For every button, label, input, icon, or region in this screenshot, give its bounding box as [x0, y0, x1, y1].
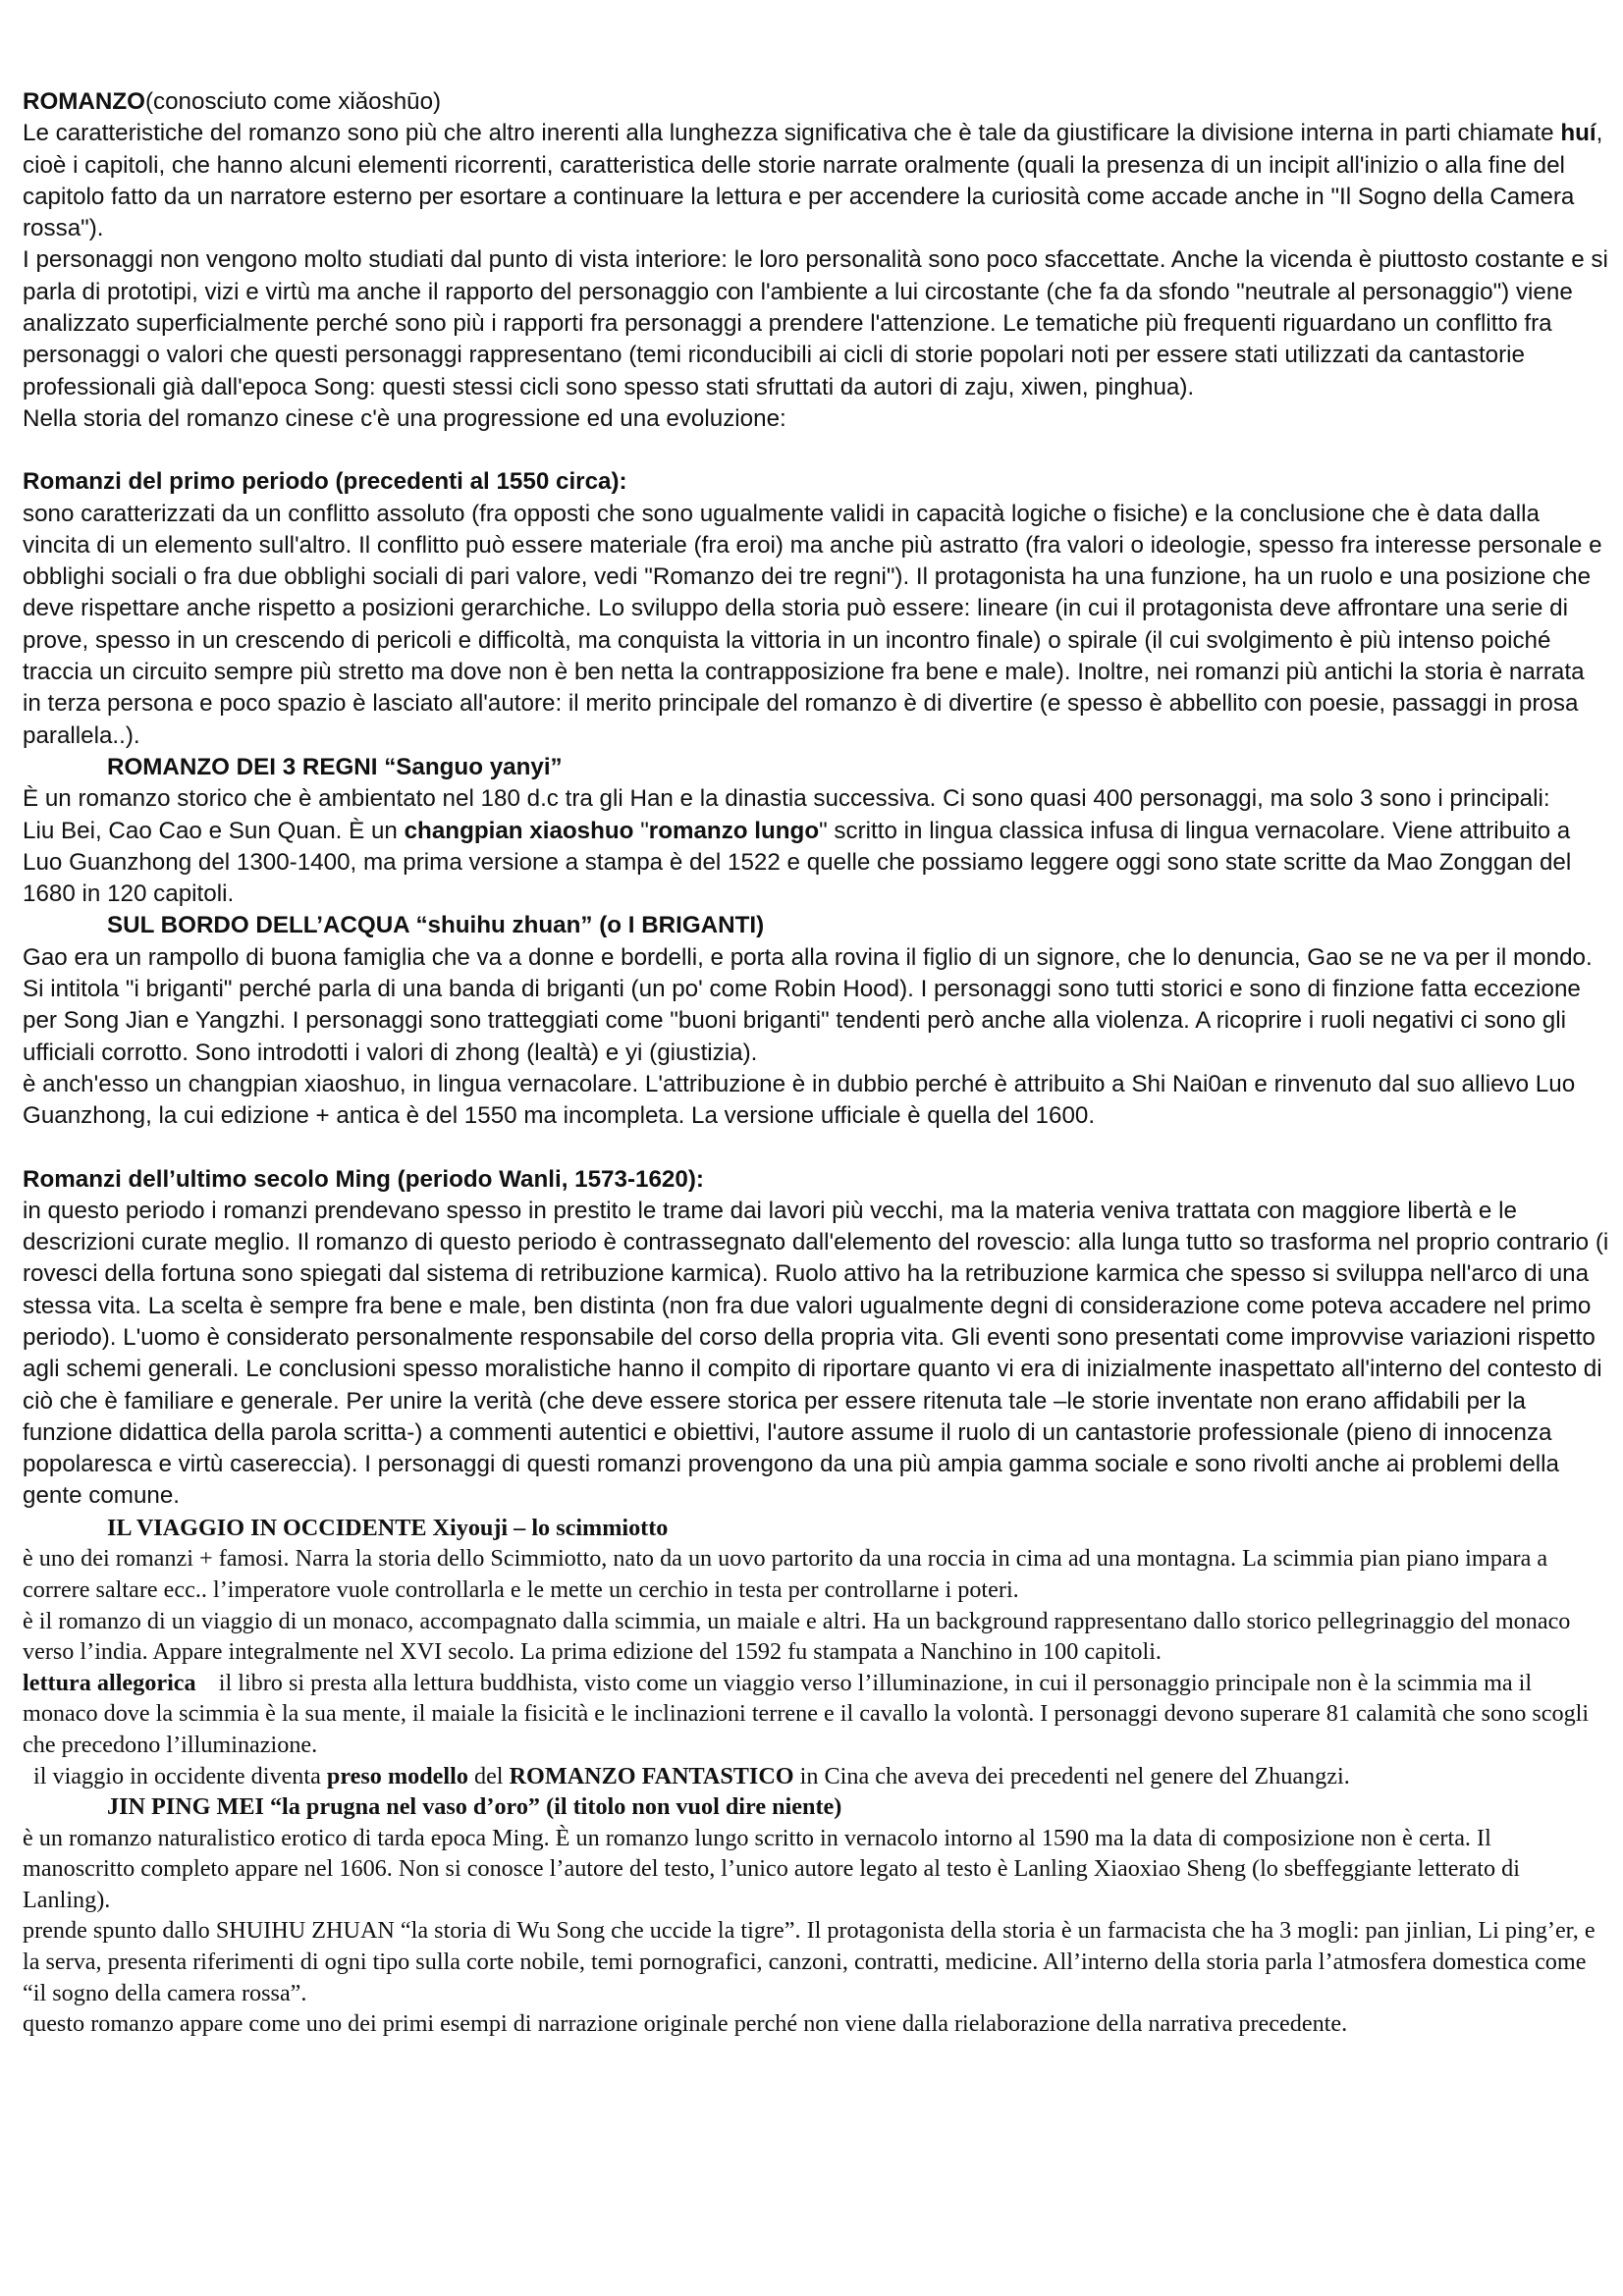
early-period-heading — [23, 466, 1609, 498]
early-period-body: sono caratterizzati da un conflitto assoluto (fra opposti che sono ugualmente validi in capacità logiche o fisiche) e la conclusione che è data dalla vincita di un elemento sull'altro. Il conflitto può essere materiale (fra eroi) ma anche più astratto (fra valori o ideologie, spesso fra interesse personale e obblighi sociali o fra due obblighi sociali di pari valore, vedi "Romanzo dei tre regni"). Il protagonista ha una funzione, ha un ruolo e una posizione che deve rispettare anche rispetto a posizioni gerarchiche. Lo sviluppo della storia può essere: lineare (in cui il protagonista deve affrontare una serie di prove, spesso in un crescendo di pericoli e difficoltà, ma conquista la vittoria in un incontro finale) o spirale (il cui svolgimento è più intenso poiché traccia un circuito sempre più stretto ma dove non è ben netta la contrapposizione fra bene e male). Inoltre, nei romanzi più antichi la storia è narrata in terza persona e poco spazio è lasciato all'autore: il merito principale del romanzo è di divertire (e spesso è abbellito con poesie, passaggi in prosa parallela..). — [23, 500, 1602, 749]
xiyouji-paragraph-1: è uno dei romanzi + famosi. Narra la storia dello Scimmiotto, nato da un uovo partorito da una roccia in cima ad una montagna. La scimmia pian piano impara a correre saltare ecc.. l’imperatore vuole controllarla e le mette un cerchio in testa per controllarne i poteri. — [23, 1545, 1548, 1603]
lettura-allegorica-term: lettura allegorica — [23, 1669, 196, 1696]
intro-p1-text: Le caratteristiche del romanzo sono più che altro inerenti alla lunghezza significativa che è tale da giustificare la divisione interna in parti chiamate — [23, 120, 1561, 147]
sanguo-text: " — [633, 817, 649, 844]
intro-p1-text-cont: , cioè i capitoli, che hanno alcuni elementi ricorrenti, caratteristica delle storie narrate oralmente (quali la presenza di un incipit all'inizio o alla fine del capitolo fatto da un narratore esterno per esortare a continuare la lettura e per accendere la curiosità come accade anche in "Il Sogno della Camera rossa"). — [23, 120, 1603, 242]
jpm-paragraph-3: questo romanzo appare come uno dei primi esempi di narrazione originale perché non viene dalla rielaborazione della narrativa precedente. — [23, 2010, 1348, 2038]
xiyouji-paragraph-2: è il romanzo di un viaggio di un monaco, accompagnato dalla scimmia, un maiale e altri. Ha un background rappresentano dallo storico pellegrinaggio del monaco verso l’india. Appare integralmente nel XVI secolo. La prima edizione del 1592 fu stampata a Nanchino in 100 capitoli. — [23, 1607, 1571, 1666]
late-novels-section — [23, 1513, 1609, 2040]
doc-title: ROMANZO — [23, 88, 145, 115]
shuihu-heading-text: SUL BORDO DELL’ACQUA “shuihu zhuan” (o I BRIGANTI) — [107, 912, 765, 939]
intro-paragraph-2: I personaggi non vengono molto studiati dal punto di vista interiore: le loro personalità sono poco sfaccettate. Anche la vicenda è piuttosto costante e si parla di prototipi, vizi e virtù ma anche il rapporto del personaggio con l'ambiente a lui circostante (che fa da sfondo "neutrale al personaggio") viene analizzato superficialmente perché sono più i rapporti fra personaggi a prendere l'attenzione. Le tematiche più frequenti riguardano un conflitto fra personaggi o valori che questi personaggi rappresentano (temi riconducibili ai cicli di storie popolari noti per essere stati utilizzati da cantastorie professionali già dall'epoca Song: questi stessi cicli sono spesso stati sfruttati da autori di zaju, xiwen, pinghua). — [23, 246, 1608, 400]
preso-modello-term: preso modello — [326, 1762, 468, 1789]
xiyouji-heading — [23, 1513, 1609, 1544]
sanguo-paragraph-1: È un romanzo storico che è ambientato nel 180 d.c tra gli Han e la dinastia successiva. Ci sono quasi 400 personaggi, ma solo 3 sono i principali: — [23, 785, 1550, 813]
xiyouji-paragraph-4 — [23, 1761, 1609, 1792]
romanzo-lungo-term: romanzo lungo — [648, 817, 820, 844]
shuihu-heading — [23, 910, 1609, 941]
sanguo-text: Liu Bei, Cao Cao e Sun Quan. È un — [23, 817, 405, 844]
doc-title-suffix: (conosciuto come xiǎoshūo) — [144, 88, 442, 115]
sanguo-text: " scritto in lingua classica infusa di lingua vernacolare. Viene attribuito a Luo Guanzhong del 1300-1400, ma prima versione a stampa è del 1522 e quelle che possiamo leggere oggi sono state scritte da Mao Zonggan del 1680 in 120 capitoli. — [23, 817, 1572, 908]
jpm-heading — [23, 1791, 1609, 1823]
jpm-heading-text: JIN PING MEI “la prugna nel vaso d’oro” (il titolo non vuol dire niente) — [107, 1793, 842, 1821]
romanzo-fantastico-term: ROMANZO FANTASTICO — [509, 1762, 794, 1789]
xiyouji-paragraph-3 — [23, 1668, 1609, 1761]
intro-paragraph-1 — [23, 118, 1609, 244]
sanguo-heading-text: ROMANZO DEI 3 REGNI “Sanguo yanyi” — [107, 753, 563, 780]
xiyouji-text: del — [467, 1762, 510, 1789]
late-heading-text: Romanzi dell’ultimo secolo Ming (periodo Wanli, 1573-1620): — [23, 1165, 704, 1193]
intro-section — [23, 86, 1609, 1513]
changpian-term: changpian xiaoshuo — [404, 817, 634, 844]
late-period-body: in questo periodo i romanzi prendevano spesso in prestito le trame dai lavori più vecchi, ma la materia veniva trattata con maggiore libertà e le descrizioni curate meglio. Il romanzo di questo periodo è contrassegnato dall'elemento del rovescio: alla lunga tutto so trasforma nel proprio contrario (i rovesci della fortuna sono spiegati dal sistema di retribuzione karmica). Ruolo attivo ha la retribuzione karmica che spesso si sviluppa nell'arco di una stessa vita. La scelta è sempre fra bene e male, ben distinta (non fra due valori ugualmente degni di considerazione come poteva accadere nel primo periodo). L'uomo è considerato personalmente responsabile del corso della propria vita. Gli eventi sono presentati come improvvise variazioni rispetto agli schemi generali. Le conclusioni spesso moralistiche hanno il compito di riportare quanto vi era di inizialmente inaspettato all'interno del contesto di ciò che è familiare e generale. Per unire la verità (che deve essere storica per essere ritenuta tale –le storie inventate non erano affidabili per la funzione didattica della parola scritta-) a commenti autentici e obiettivi, l'autore assume il ruolo di un cantastorie professionale (pieno di innocenza popolaresca e virtù casereccia). I personaggi di questi romanzi provengono da una più ampia gamma sociale e sono rivolti anche ai problemi della gente comune. — [23, 1197, 1609, 1510]
jpm-paragraph-1: è un romanzo naturalistico erotico di tarda epoca Ming. È un romanzo lungo scritto in vernacolo intorno al 1590 ma la data di composizione non è certa. Il manoscritto completo appare nel 1606. Non si conosce l’autore del testo, l’unico autore legato al testo è Lanling Xiaoxiao Sheng (lo sbeffeggiante letterato di Lanling). — [23, 1824, 1520, 1913]
shuihu-paragraph-2: è anch'esso un changpian xiaoshuo, in lingua vernacolare. L'attribuzione è in dubbio perché è attribuito a Shi Nai0an e rinvenuto dal suo allievo Luo Guanzhong, la cui edizione + antica è del 1550 ma incompleta. La versione ufficiale è quella del 1600. — [23, 1070, 1576, 1130]
xiyouji-text: il viaggio in occidente diventa — [33, 1762, 327, 1789]
sanguo-paragraph-2 — [23, 816, 1609, 911]
xiyouji-heading-text: IL VIAGGIO IN OCCIDENTE Xiyouji – lo scimmiotto — [107, 1514, 669, 1541]
shuihu-paragraph-1: Gao era un rampollo di buona famiglia che va a donne e bordelli, e porta alla rovina il figlio di un signore, che lo denuncia, Gao se ne va per il mondo. Si intitola "i briganti" perché parla di una banda di briganti (un po' come Robin Hood). I personaggi sono tutti storici e sono di finzione fatta eccezione per Song Jian e Yangzhi. I personaggi sono tratteggiati come "buoni briganti" tendenti però anche alla violenza. A ricoprire i ruoli negativi ci sono gli ufficiali corrotto. Sono introdotti i valori di zhong (lealtà) e yi (giustizia). — [23, 943, 1593, 1066]
late-period-heading — [23, 1164, 1609, 1196]
sanguo-heading — [23, 752, 1609, 783]
jpm-paragraph-2: prende spunto dallo SHUIHU ZHUAN “la storia di Wu Song che uccide la tigre”. Il protagonista della storia è un farmacista che ha 3 mogli: pan jinlian, Li ping’er, e la serva, presenta riferimenti di ogni tipo sulla corte nobile, temi pornografici, canzoni, contratti, medicine. All’interno della storia parla l’atmosfera domestica come “il sogno della camera rossa”. — [23, 1917, 1596, 2006]
intro-title-line — [23, 86, 1609, 118]
intro-paragraph-3: Nella storia del romanzo cinese c'è una progressione ed una evoluzione: — [23, 404, 786, 432]
early-heading-text: Romanzi del primo periodo (precedenti al 1550 circa): — [23, 468, 627, 496]
xiyouji-text: il libro si presta alla lettura buddhista, visto come un viaggio verso l’illuminazione, in cui il personaggio principale non è la scimmia ma il monaco dove la scimmia è la sua mente, il maiale la fisicità e le inclinazioni terrene e il cavallo la volontà. I personaggi devono superare 81 calamità che sono scogli che precedono l’illuminazione. — [23, 1669, 1590, 1758]
hui-term: huí — [1560, 120, 1596, 147]
document-page — [23, 86, 1609, 2040]
xiyouji-text: in Cina che aveva dei precedenti nel genere del Zhuangzi. — [793, 1762, 1350, 1789]
